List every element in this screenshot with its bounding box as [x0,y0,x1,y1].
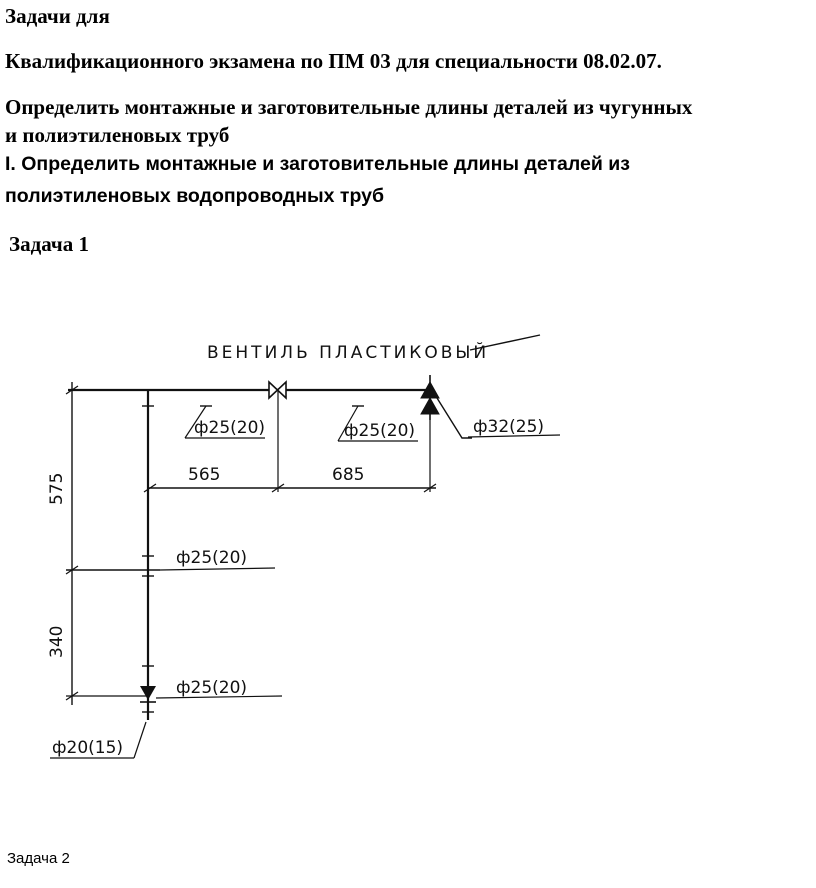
section-heading-cont: и полиэтиленовых труб [5,123,230,147]
task1-title: Задача 1 [9,232,89,256]
piping-scheme-drawing [0,320,816,770]
pipe-diameter-bottom-branch: ф25(20) [176,678,248,698]
exam-subtitle: Квалификационного экзамена по ПМ 03 для специальности 08.02.07. [5,49,662,73]
dim-340: 340 [47,625,67,658]
pipe-diameter-top-left: ф25(20) [194,418,266,438]
task2-title: Задача 2 [7,850,70,867]
section-heading: Определить монтажные и заготовительные длины деталей из чугунных [5,95,693,119]
leader-right [437,398,472,438]
subsection-heading: I. Определить монтажные и заготовительные длины деталей из [5,153,630,175]
dim-565: 565 [188,465,221,485]
pipe-diameter-top-right: ф25(20) [344,421,416,441]
subsection-heading-cont: полиэтиленовых водопроводных труб [5,185,385,207]
check-valve-icon [140,686,156,700]
pipe-diameter-right-end: ф32(25) [473,417,545,437]
pipe-diameter-mid-branch: ф25(20) [176,548,248,568]
dim-685: 685 [332,465,365,485]
doc-title: Задачи для [5,4,110,28]
pipe-diameter-bottom-end: ф20(15) [52,738,124,758]
valve-label: ВЕНТИЛЬ ПЛАСТИКОВЫЙ [207,343,490,363]
dim-575: 575 [47,472,67,505]
